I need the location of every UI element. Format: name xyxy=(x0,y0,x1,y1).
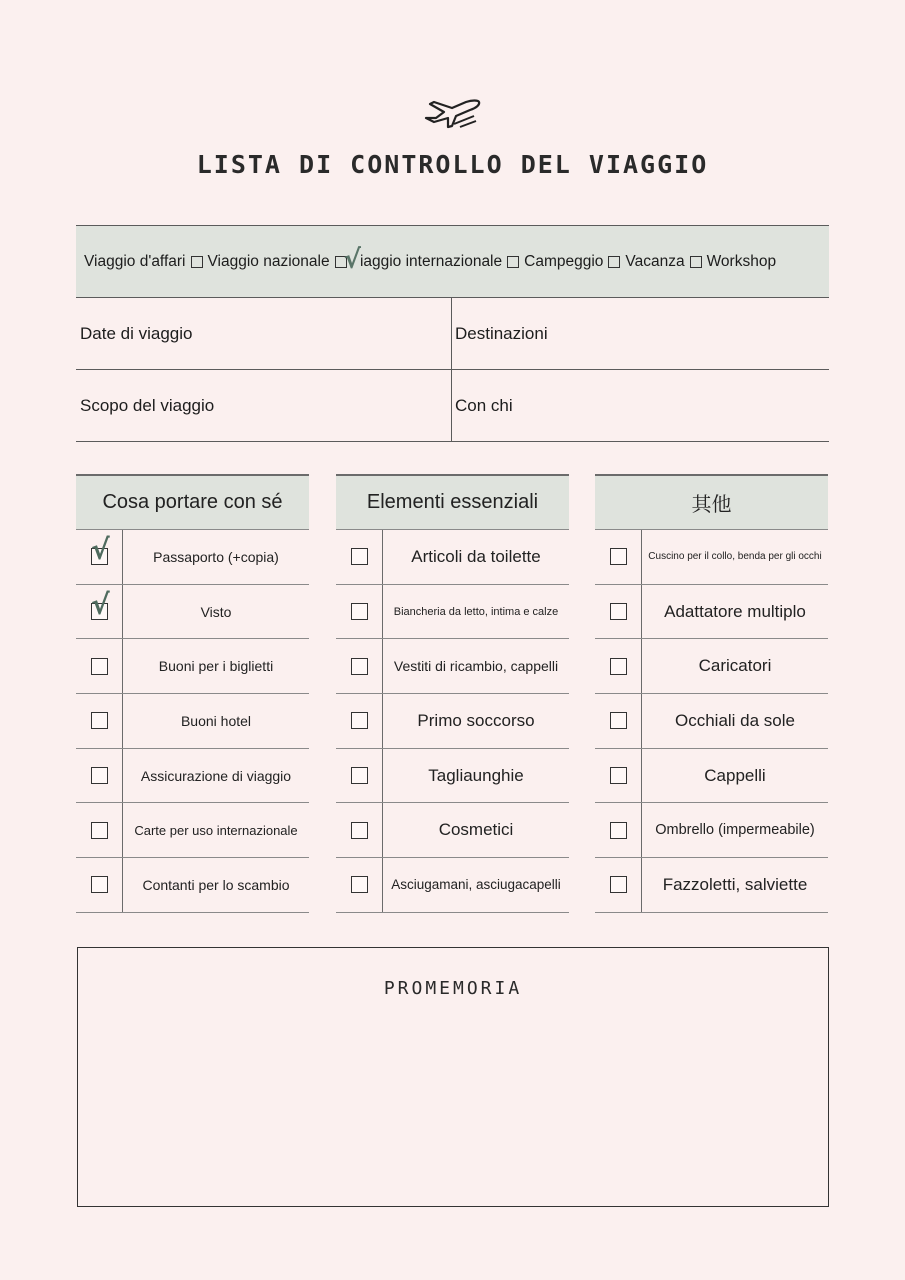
item-label: Fazzoletti, salviette xyxy=(662,874,808,894)
trip-option-international[interactable] xyxy=(343,244,525,275)
list-item xyxy=(336,639,569,694)
info-row-1 xyxy=(76,298,829,370)
checkbox[interactable] xyxy=(610,658,627,675)
checkmark-icon: √ xyxy=(91,533,110,566)
column-title: Elementi essenziali xyxy=(336,474,569,530)
list-item xyxy=(76,694,309,749)
destinations-field[interactable] xyxy=(452,298,829,369)
item-label: Cuscino per il collo, benda per gli occhi xyxy=(648,551,822,563)
checkbox[interactable] xyxy=(91,822,108,839)
item-label: Caricatori xyxy=(698,656,772,676)
trip-option-label: Workshop xyxy=(706,252,777,270)
list-item xyxy=(336,530,569,585)
item-label: Assicurazione di viaggio xyxy=(140,767,292,784)
checkbox[interactable] xyxy=(351,712,368,729)
item-label: Primo soccorso xyxy=(417,710,535,730)
list-item xyxy=(595,858,828,913)
checkbox[interactable] xyxy=(91,712,108,729)
checkmark-icon: √ xyxy=(91,587,110,621)
checkbox[interactable] xyxy=(610,822,627,839)
with-whom-field[interactable] xyxy=(452,370,829,441)
list-item xyxy=(595,803,828,858)
item-label: Contanti per lo scambio xyxy=(142,876,290,893)
item-label: Cosmetici xyxy=(438,820,514,840)
trip-checkbox[interactable] xyxy=(690,256,702,268)
checkbox[interactable] xyxy=(610,548,627,565)
item-label: Buoni hotel xyxy=(180,712,252,729)
checkbox[interactable] xyxy=(351,658,368,675)
checkbox[interactable] xyxy=(610,876,627,893)
list-item xyxy=(336,803,569,858)
trip-option-label: Vacanza xyxy=(625,252,685,270)
item-label: Articoli da toilette xyxy=(411,546,541,566)
trip-checkbox[interactable] xyxy=(191,256,203,268)
item-label: Occhiali da sole xyxy=(674,710,795,730)
list-item xyxy=(595,585,828,640)
checkbox[interactable] xyxy=(351,603,368,620)
item-label: Buoni per i biglietti xyxy=(158,658,274,675)
item-label: Ombrello (impermeabile) xyxy=(655,822,815,839)
trip-option-camping[interactable] xyxy=(524,253,625,271)
checkbox[interactable] xyxy=(351,548,368,565)
purpose-label: Scopo del viaggio xyxy=(80,395,215,415)
checkbox[interactable] xyxy=(610,767,627,784)
checkbox[interactable] xyxy=(351,767,368,784)
item-label: Visto xyxy=(200,603,232,620)
list-item xyxy=(76,749,309,804)
trip-option-business[interactable] xyxy=(84,253,208,271)
trip-option-domestic[interactable] xyxy=(208,253,352,271)
trip-option-label: iaggio internazionale xyxy=(359,252,503,270)
checkbox[interactable] xyxy=(610,712,627,729)
checkbox[interactable] xyxy=(91,658,108,675)
list-item xyxy=(76,639,309,694)
trip-option-workshop[interactable] xyxy=(707,253,777,271)
with-whom-label: Con chi xyxy=(455,395,513,415)
checklist-other xyxy=(595,474,828,913)
checkbox[interactable] xyxy=(351,822,368,839)
checkmark-icon: √ xyxy=(343,244,361,275)
checklist-essentials xyxy=(336,474,569,913)
list-item xyxy=(76,585,309,640)
trip-option-label: Viaggio nazionale xyxy=(207,252,330,270)
checklist-bring xyxy=(76,474,309,913)
item-label: Vestiti di ricambio, cappelli xyxy=(393,658,559,675)
column-title: 其他 xyxy=(595,474,828,530)
list-item xyxy=(76,803,309,858)
list-item xyxy=(595,530,828,585)
item-label: Adattatore multiplo xyxy=(664,601,806,621)
item-label: Biancheria da letto, intima e calze xyxy=(393,605,559,618)
airplane-icon xyxy=(422,96,484,130)
list-item xyxy=(595,639,828,694)
list-item xyxy=(595,749,828,804)
trip-option-label: Campeggio xyxy=(524,252,604,270)
trip-option-vacation[interactable] xyxy=(625,253,706,271)
memo-box[interactable] xyxy=(77,947,829,1207)
item-label: Cappelli xyxy=(704,765,766,785)
checkbox[interactable] xyxy=(610,603,627,620)
trip-checkbox[interactable] xyxy=(608,256,620,268)
info-row-2 xyxy=(76,370,829,442)
checkbox[interactable] xyxy=(91,876,108,893)
list-item xyxy=(336,858,569,913)
column-title: Cosa portare con sé xyxy=(76,474,309,530)
memo-title: PROMEMORIA xyxy=(383,978,523,999)
trip-type-bar xyxy=(76,225,829,298)
dates-field[interactable] xyxy=(76,298,452,369)
item-label: Asciugamani, asciugacapelli xyxy=(391,877,561,893)
dates-label: Date di viaggio xyxy=(80,323,193,343)
item-label: Passaporto (+copia) xyxy=(153,548,279,565)
list-item xyxy=(76,858,309,913)
list-item xyxy=(336,585,569,640)
page-title: LISTA DI CONTROLLO DEL VIAGGIO xyxy=(196,150,709,179)
trip-checkbox[interactable] xyxy=(507,256,519,268)
checkbox[interactable] xyxy=(351,876,368,893)
checkbox[interactable] xyxy=(91,767,108,784)
item-label: Tagliaunghie xyxy=(428,765,524,785)
list-item xyxy=(336,694,569,749)
list-item xyxy=(76,530,309,585)
destinations-label: Destinazioni xyxy=(455,323,548,343)
list-item xyxy=(595,694,828,749)
purpose-field[interactable] xyxy=(76,370,452,441)
trip-option-label: Viaggio d'affari xyxy=(84,252,186,270)
item-label: Carte per uso internazionale xyxy=(134,822,298,838)
list-item xyxy=(336,749,569,804)
